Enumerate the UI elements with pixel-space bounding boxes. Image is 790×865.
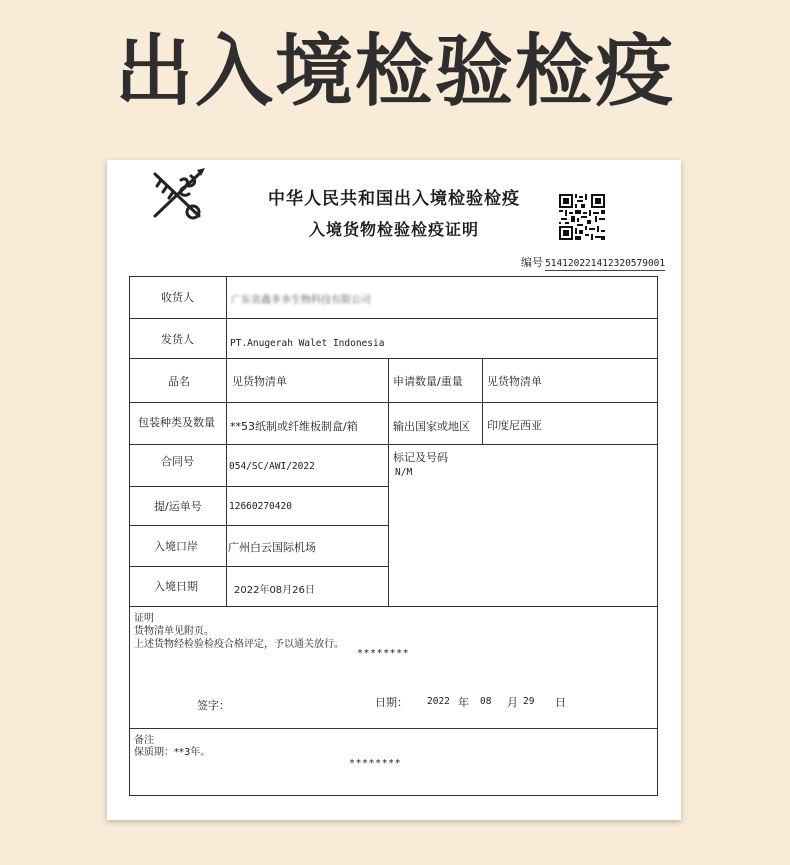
issue-month: 08: [480, 696, 492, 707]
date-label: 入境日期: [154, 580, 198, 593]
issue-year-unit: 年: [458, 696, 469, 709]
issue-year: 2022: [427, 696, 450, 707]
issue-month-unit: 月: [507, 696, 518, 709]
certificate-subtitle: 入境货物检验检疫证明: [308, 220, 479, 239]
certificate-table: [107, 160, 681, 820]
banner-title: 出入境检验检疫: [114, 27, 675, 117]
date-value: 2022年08月26日: [234, 585, 315, 596]
packing-value: **53纸制或纤维板制盒/箱: [230, 420, 358, 433]
certificate-document: [107, 160, 681, 820]
packing-label: 包装种类及数量: [138, 416, 215, 429]
marks-value: N/M: [395, 467, 413, 478]
consignor-value: PT.Anugerah Walet Indonesia: [230, 338, 385, 349]
certification-stars: ********: [357, 648, 410, 659]
certification-heading: 证明: [134, 613, 154, 624]
contract-label: 合同号: [161, 455, 194, 468]
contract-value: 054/SC/AWI/2022: [229, 461, 315, 472]
quantity-value: 见货物清单: [487, 375, 542, 388]
remarks-line1: 保质期：**3年。: [134, 747, 211, 758]
certification-line1: 货物清单见附页。: [134, 626, 214, 637]
origin-label: 输出国家或地区: [393, 420, 470, 433]
goods-name-label: 品名: [168, 375, 190, 388]
marks-label: 标记及号码: [393, 451, 448, 464]
serial-value: 514120221412320579001: [545, 258, 666, 269]
issue-day-unit: 日: [555, 696, 566, 709]
consignor-label: 发货人: [161, 333, 194, 346]
signature-label: 签字：: [197, 699, 230, 712]
consignee-value: 广东省鑫多多生物科技有限公司: [231, 295, 371, 306]
bl-label: 提/运单号: [154, 500, 202, 513]
bl-value: 12660270420: [229, 501, 292, 512]
origin-value: 印度尼西亚: [487, 419, 542, 432]
port-value: 广州白云国际机场: [228, 541, 316, 554]
consignee-label: 收货人: [161, 291, 194, 304]
issue-date-label: 日期：: [375, 696, 408, 709]
certification-line2: 上述货物经检验检疫合格评定，予以通关放行。: [134, 639, 344, 650]
serial-label: 编号: [521, 256, 543, 269]
certificate-title: 中华人民共和国出入境检验检疫: [268, 189, 520, 209]
remarks-heading: 备注: [134, 735, 154, 746]
quantity-label: 申请数量/重量: [393, 375, 463, 388]
port-label: 入境口岸: [154, 540, 198, 553]
remarks-stars: ********: [349, 758, 402, 769]
goods-name-value: 见货物清单: [232, 375, 287, 388]
issue-day: 29: [523, 696, 535, 707]
